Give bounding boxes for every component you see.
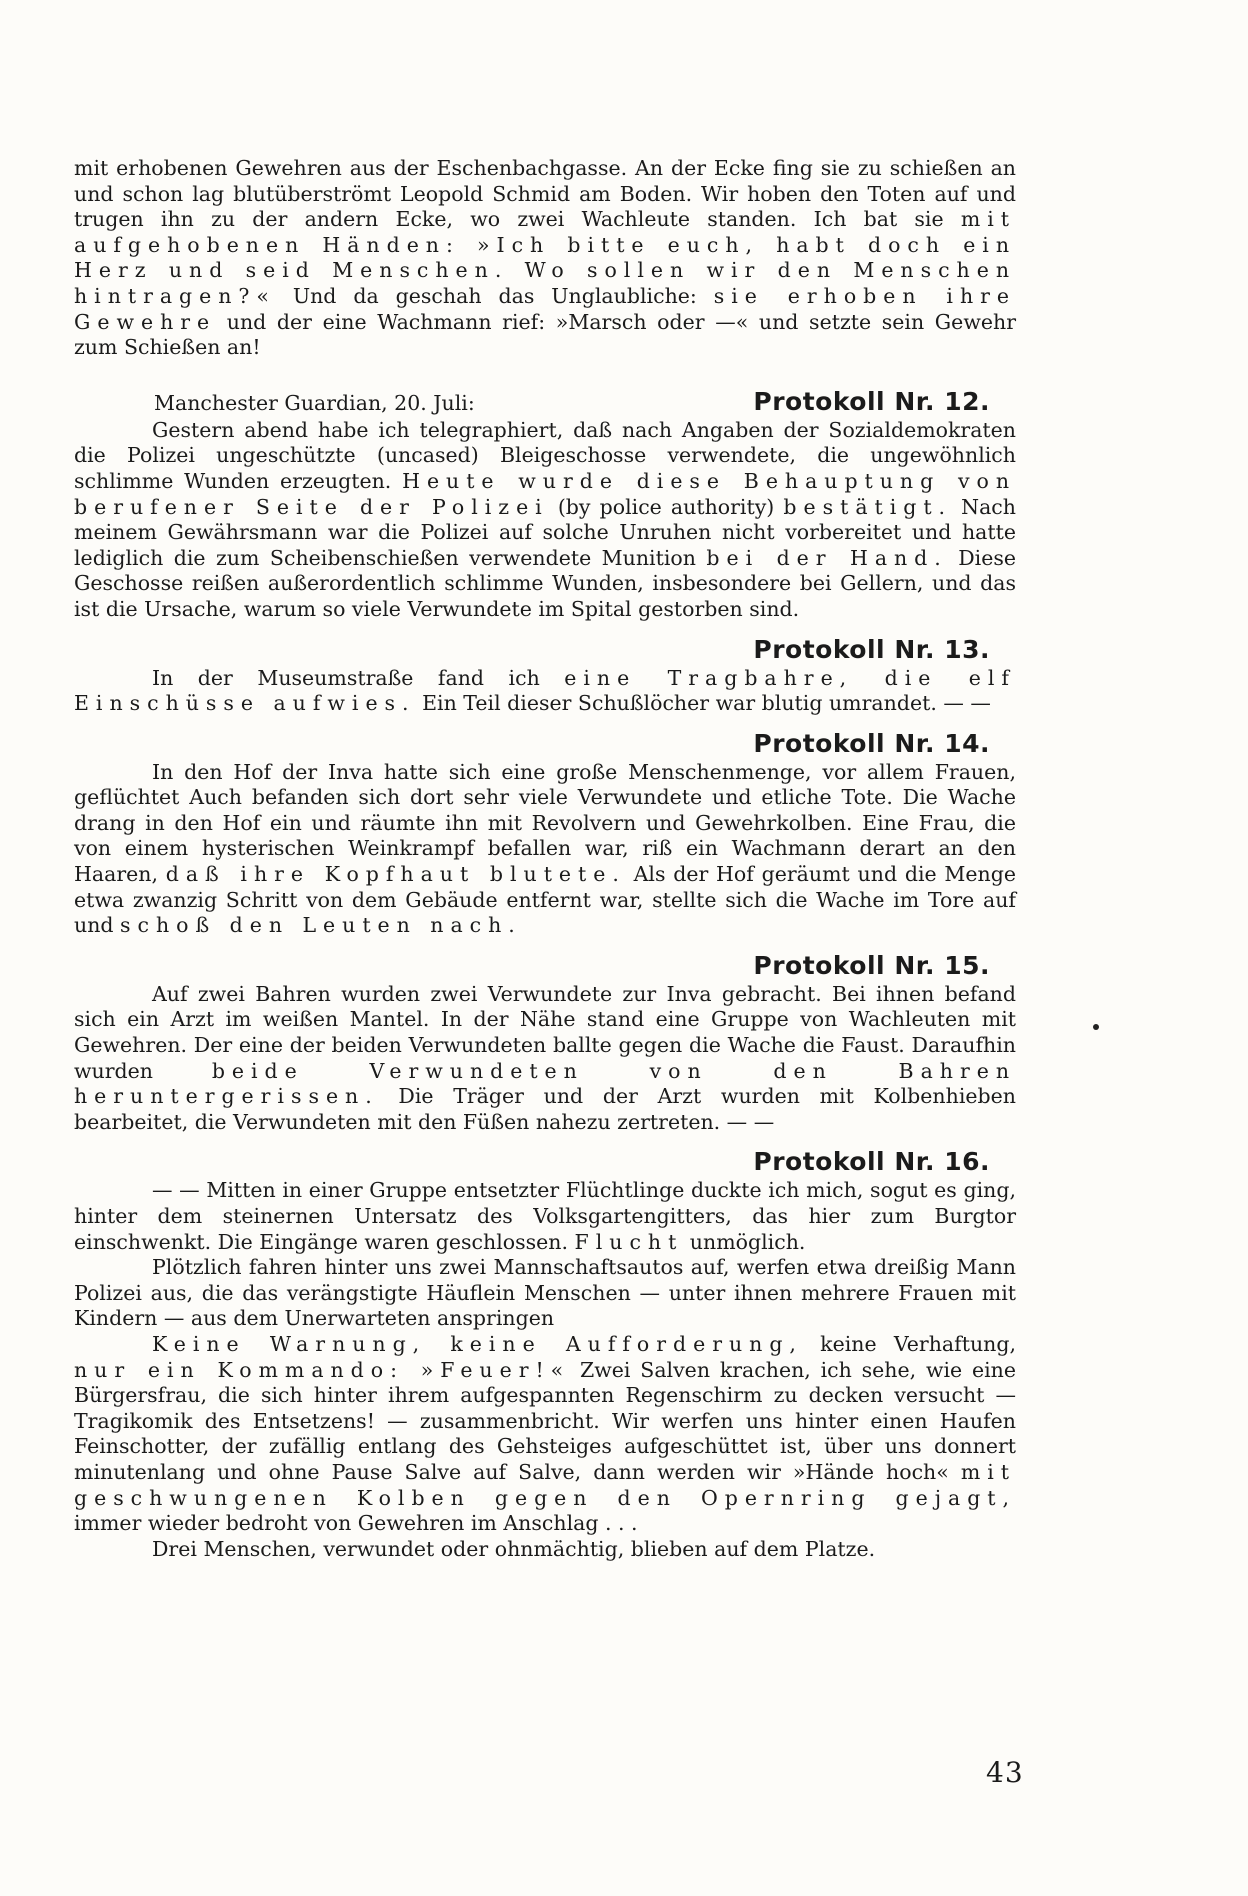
page-body <box>74 156 1016 1562</box>
p13-text-1: In der Museumstraße fand ich <box>152 665 565 690</box>
p13-text-2: Ein Teil dieser Schußlöcher war blutig umrandet. — — <box>415 691 991 716</box>
intro-paragraph <box>74 156 1016 361</box>
protokoll-12-heading: Protokoll Nr. 12. <box>753 386 990 416</box>
p16-p3-spaced-2: nur ein Kommando: »Feuer!« <box>74 1357 571 1382</box>
p12-spaced-1: Heute wurde diese Behauptung von berufener Seite der Polizei <box>74 468 1016 519</box>
p12-text-4: Diese Geschosse reißen außerordentlich schlimme Wunden, insbesondere bei Gellern, und das ist die Ursache, warum so viele Verwundete im Spital gestorben sind. <box>74 545 1017 621</box>
p16-p3-spaced-1: Keine Warnung, keine Aufforderung, <box>152 1331 803 1356</box>
p14-spaced-1: daß ihre Kopfhaut blutete. <box>165 862 626 887</box>
page-number: 43 <box>986 1756 1024 1789</box>
p16-p3-text-1: keine Verhaftung, <box>802 1331 1016 1356</box>
protokoll-16-paragraph-1 <box>74 1178 1016 1255</box>
protokoll-14-heading: Protokoll Nr. 14. <box>753 728 990 758</box>
p14-spaced-2: schoß den Leuten nach. <box>120 913 522 938</box>
p13-spaced-1: eine Tragbahre, die elf Einschüsse aufwies. <box>74 665 1016 716</box>
p14-text-1: In den Hof der Inva hatte sich eine große Menschenmenge, vor allem Frauen, geflüchtet Auch befanden sich dort sehr viele Verwundete und etliche Tote. Die Wache drang in den Hof ein und räumte ihn mit Revolvern und Gewehrkolben. Eine Frau, die von einem hysterischen Weinkrampf befallen war, riß ein Wachmann derart an den Haaren, <box>74 759 1016 887</box>
protokoll-13-paragraph <box>74 666 1016 717</box>
p15-text-2: Die Träger und der Arzt wurden mit Kolbenhieben bearbeitet, die Verwundeten mit den Füßen nahezu zertreten. — — <box>74 1084 1016 1134</box>
p16-p1-spaced-1: Flucht <box>574 1229 684 1254</box>
protokoll-13-heading: Protokoll Nr. 13. <box>753 634 990 664</box>
p16-p1-text-2: unmöglich. <box>683 1229 806 1254</box>
ink-dot <box>1093 1024 1099 1030</box>
p12-text-2: (by police authority) <box>548 494 784 519</box>
p12-text-3: Nach meinem Gewährsmann war die Polizei auf solche Unruhen nicht vorbereitet und hatte lediglich die zum Scheibenschießen verwendete Munition <box>74 494 1016 570</box>
source-citation: Manchester Guardian, 20. Juli: <box>154 390 475 415</box>
protokoll-16-paragraph-3 <box>74 1332 1016 1537</box>
protokoll-12-paragraph <box>74 418 1016 623</box>
p16-p2-text-1: Plötzlich fahren hinter uns zwei Mannschaftsautos auf, werfen etwa dreißig Mann Polizei aus, die das verängstigte Häuflein Menschen — unter ihnen mehrere Frauen mit Kindern — aus dem Unerwarteten anspringen <box>74 1255 1016 1331</box>
protokoll-12-header <box>74 385 1016 418</box>
intro-text-3: und der eine Wachmann rief: »Marsch oder —« und setzte sein Gewehr zum Schießen an! <box>74 309 1016 360</box>
p12-spaced-3: bei der Hand. <box>706 545 948 570</box>
p16-p4-text-1: Drei Menschen, verwundet oder ohnmächtig, blieben auf dem Platze. <box>152 1536 876 1561</box>
protokoll-15-paragraph <box>74 982 1016 1136</box>
p12-spaced-2: bestätigt. <box>783 494 953 519</box>
p14-text-2: Als der Hof geräumt und die Menge etwa zwanzig Schritt von dem Gebäude entfernt war, stellte sich die Wache im Tore auf und <box>74 862 1017 938</box>
protokoll-15-heading: Protokoll Nr. 15. <box>753 950 990 980</box>
intro-spaced-2: sie erhoben ihre Gewehre <box>74 283 1016 334</box>
p15-spaced-1: beide Verwundeten von den Bahren heruntergerissen. <box>74 1058 1017 1109</box>
protokoll-16-paragraph-2 <box>74 1255 1016 1332</box>
protokoll-16-paragraph-4 <box>74 1537 1016 1563</box>
p15-text-1: Auf zwei Bahren wurden zwei Verwundete zur Inva gebracht. Bei ihnen befand sich ein Arzt im weißen Mantel. In der Nähe stand eine Gruppe von Wachleuten mit Gewehren. Der eine der beiden Verwundeten ballte gegen die Wache die Faust. Daraufhin wurden <box>74 981 1016 1083</box>
p16-p3-spaced-3: mit geschwungenen Kolben gegen den Opernring gejagt, <box>74 1459 1016 1510</box>
intro-spaced-1: mit aufgehobenen Händen: »Ich bitte euch, habt doch ein Herz und seid Menschen. Wo sollen wir den Menschen hintragen?« <box>74 207 1016 308</box>
p16-p3-text-2: Zwei Salven krachen, ich sehe, wie eine Bürgersfrau, die sich hinter ihrem aufgespannten Regenschirm zu decken versucht — Tragikomik des Entsetzens! — zusammenbricht. Wir werfen uns hinter einen Haufen Feinschotter, der zufällig entlang des Gehsteiges aufgeschüttet ist, über uns donnert minutenlang und ohne Pause Salve auf Salve, dann werden wir »Hände hoch« <box>74 1357 1017 1484</box>
p16-p3-text-3: immer wieder bedroht von Gewehren im Anschlag . . . <box>74 1511 638 1536</box>
intro-text-2: Und da geschah das Unglaubliche: <box>275 283 714 308</box>
p16-p1-text-1: — — Mitten in einer Gruppe entsetzter Flüchtlinge duckte ich mich, sogut es ging, hinter dem steinernen Untersatz des Volksgartengitters, das hier zum Burgtor einschwenkt. Die Eingänge waren geschlossen. <box>74 1178 1016 1254</box>
protokoll-14-paragraph <box>74 760 1016 939</box>
p12-text-1: Gestern abend habe ich telegraphiert, daß nach Angaben der Sozialdemokraten die Polizei ungeschützte (uncased) Bleigeschosse verwendete, die ungewöhnlich schlimme Wunden erzeugten. <box>74 417 1016 493</box>
protokoll-16-heading: Protokoll Nr. 16. <box>753 1147 990 1177</box>
intro-text-1: mit erhobenen Gewehren aus der Eschenbachgasse. An der Ecke fing sie zu schießen an und schon lag blutüberströmt Leopold Schmid am Boden. Wir hoben den Toten auf und trugen ihn zu der andern Ecke, wo zwei Wachleute standen. Ich bat sie <box>74 156 1016 232</box>
